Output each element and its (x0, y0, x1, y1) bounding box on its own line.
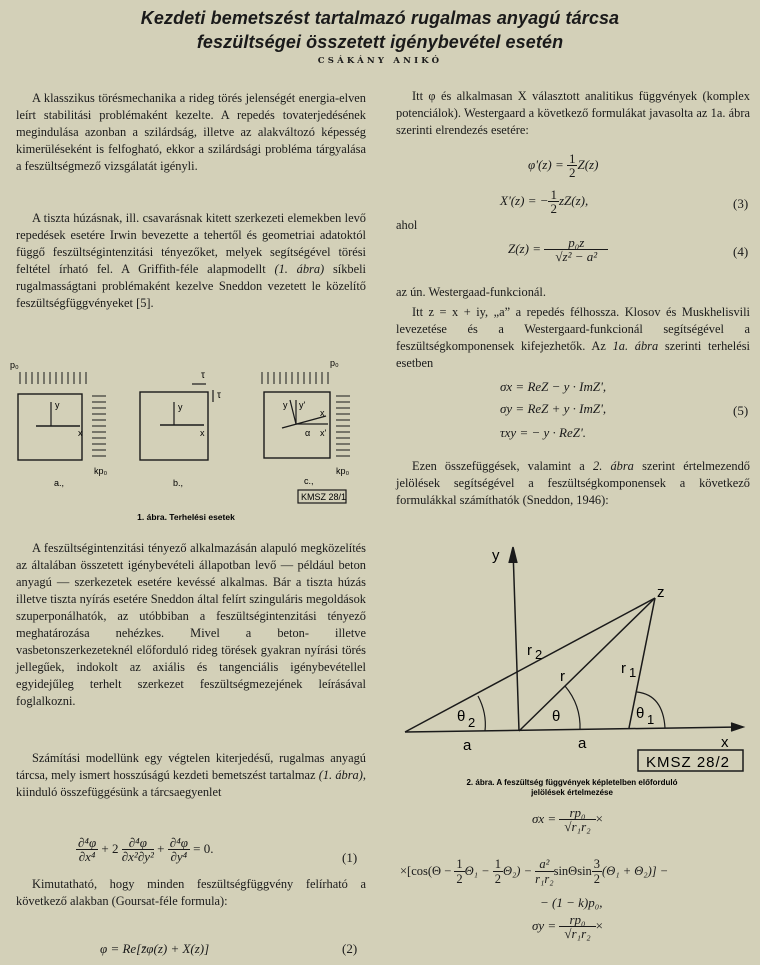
equation-4-number: (4) (733, 244, 749, 259)
paragraph-sneddon (396, 458, 750, 509)
half-denominator-2: 2 (494, 872, 501, 886)
panel-label-b: b., (173, 478, 184, 488)
three-numerator: 3 (593, 857, 601, 871)
eq3b-denominator: 2 (550, 201, 557, 216)
half-numerator: 1 (456, 857, 463, 871)
axis-x-prime-label-c: x' (320, 428, 327, 438)
equation-sigma-y (532, 913, 603, 941)
half-denominator: 2 (456, 872, 463, 886)
label-a-left: a (463, 737, 472, 754)
a-squared: a² (535, 858, 553, 872)
sin-part: sinΘsin (553, 863, 592, 878)
label-r: r (560, 668, 565, 685)
label-theta2: θ (457, 708, 466, 725)
figure-2 (395, 535, 760, 797)
eq3b-numerator: 1 (550, 187, 557, 202)
stamp-1: KMSZ 28/1 (301, 492, 347, 502)
label-r1-sub: 1 (629, 665, 637, 680)
paragraph-concrete-text: A feszültségintenzitási tényező alkalmazásán alapuló megközelítés az általában összetett igénybevételi állapotban levő — például beton anyagú — szerkezetek esetére kevéssé alkalmas. Bár a tiszta húzás illetve tiszta nyírás esetére Sneddon által felírt szinguláris megoldások szuperponálhatók, az utóbbiban a feszültségintenzitási tényező meghatározása nehézkes. Mivel a beton- illetve vasbetonszerkezeteknél előforduló rideg törések gyakran nyírási törés jellegűek, indokolt az axiális és tangenciális igénybevétellel egyidejűleg terhelt szerkezet feszültségmezejének leírásával foglalkozni. (16, 541, 366, 708)
paragraph-irwin-text: A tiszta húzásnak, ill. csavarásnak kitett szerkezeti elemekben levő repedések esetére Irwin bevezette a tehertől és geometriai adatoktól függő feszültségintenzitási tényezőket, melyek segítségével törési feltétel írható fel. A Griffith-féle alapmodellt (16, 211, 366, 276)
label-theta1: θ (636, 705, 645, 722)
sigma-y-numerator: rp₀ (559, 913, 595, 927)
paragraph-klosov (396, 304, 750, 372)
equation-5-number: (5) (733, 403, 749, 418)
axis-y-label-c: y (283, 400, 288, 410)
y-axis (513, 549, 519, 731)
shear-label-top-b: τ (201, 370, 205, 381)
author: CSÁKÁNY ANIKÓ (317, 56, 443, 66)
eq4-numerator: p₀z (544, 236, 608, 250)
sigma-x-lhs: σx = (532, 810, 560, 826)
eq3b-lhs: X'(z) = − (500, 192, 549, 208)
label-z: z (657, 584, 665, 601)
axis-y-prime-label-c: y' (299, 400, 306, 410)
load-label-a: p₀ (10, 360, 19, 370)
paragraph-irwin (16, 210, 366, 312)
eq3a-denominator: 2 (568, 165, 576, 180)
eq4-denominator: √z² − a² (555, 249, 598, 264)
arc-theta2 (478, 696, 485, 731)
label-theta1-sub: 1 (647, 712, 655, 727)
equation-3b (500, 188, 588, 216)
word-ahol: ahol (396, 218, 418, 232)
paragraph-model-text-end: , kiinduló összefüggésünk a tárcsaegyenlet (16, 768, 366, 799)
figure-reference: (1. ábra) (274, 262, 325, 276)
times-sign: × (595, 810, 603, 826)
arc-theta (565, 686, 580, 730)
load-arrows-side-a (92, 396, 106, 456)
load-arrows-top-c (262, 372, 328, 384)
figure-2-caption-line-1: 2. ábra. A feszültség függvények képletelben előforduló (466, 778, 678, 787)
shear-label-side-b: τ (217, 390, 221, 401)
eq1-term1-numerator: ∂⁴φ (78, 835, 97, 850)
axis-y-label-a: y (55, 400, 60, 410)
eq3b-rhs: zZ(z), (558, 192, 589, 208)
eq1-term3-denominator: ∂y⁴ (170, 849, 188, 864)
paragraph-model (16, 750, 366, 801)
equation-5-line-3: τxy = − y · ReZ'. (500, 425, 586, 440)
paragraph-concrete (16, 540, 366, 710)
paragraph-model-text: Számítási modellünk egy végtelen kiterjedésű, rugalmas anyagú tárcsa, mely ismert hosszúságú kezdeti bemetszést tartalmaz (16, 751, 366, 782)
sigma-x-denominator: √r₁r₂ (564, 819, 591, 834)
axis-y-c (290, 400, 296, 424)
paragraph-sneddon-text: Ezen összefüggések, valamint a (412, 459, 585, 473)
three-denominator: 2 (593, 872, 601, 886)
equation-5-line-1: σx = ReZ − y · ImZ', (500, 379, 607, 394)
label-r2: r (527, 642, 532, 659)
eq1-plus-two: + 2 (101, 840, 119, 856)
plate-c (264, 392, 330, 458)
paragraph-irwin-text-end: síkbeli rugalmasságtani problémaként kezelve Sneddon vezetett le közelítő feszültségfüggvényeket [5]. (16, 262, 366, 310)
label-theta: θ (552, 708, 561, 725)
label-r2-sub: 2 (535, 647, 543, 662)
paragraph-klosov-text: Itt z = x + iy, „a” a repedés félhossza. Klosov és Muskhelisvili levezetése és a Westergaard-funkcionál segítségével a feszültségkomponensek kifejezhetők. Az (396, 305, 750, 353)
paragraph-klosov-text-end: szerinti terhelési esetben (396, 339, 750, 370)
axis-x-label-c: x (320, 408, 325, 418)
figure-reference: 2. ábra (593, 459, 634, 473)
equation-2: φ = Re[z̄φ(z) + X(z)] (100, 941, 210, 956)
panel-label-c: c., (304, 476, 314, 486)
figure-1-caption: 1. ábra. Terhelési esetek (137, 512, 235, 522)
figure-1 (0, 352, 380, 532)
equation-4 (508, 236, 608, 264)
half-numerator-2: 1 (494, 857, 501, 871)
line-r2 (405, 598, 655, 732)
title-line-2: feszültségei összetett igénybevétel esetén (196, 32, 564, 52)
paragraph-intro-text: A klasszikus törésmechanika a rideg törés jelenségét energia-elven leírt stabilitási problémaként kezelte. A repedés tovaterjedésének megindulása azonban a szilárdság, illetve az alakváltozó képesség kimerüléseként is felfogható, ekkor a szilárdsági probléma tárgyalása a feszültségmező vizsgálatát igényli. (16, 91, 366, 173)
article-title (0, 6, 760, 54)
equation-1 (76, 836, 214, 864)
figure-2-caption-line-2: jelölések értelmezése (531, 788, 613, 797)
eq1-plus: + (157, 840, 165, 856)
bracket-cos: ×[cos(Θ − (400, 863, 455, 878)
axis-x-label-a: x (78, 428, 83, 438)
sigma-y-lhs: σy = (532, 917, 560, 933)
load-label-c: p₀ (330, 358, 339, 368)
equation-5-line-2: σy = ReZ + y · ImZ', (500, 401, 607, 416)
panel-label-a: a., (54, 478, 65, 488)
paragraph-goursat (16, 876, 366, 910)
stamp-2: KMSZ 28/2 (646, 754, 731, 771)
sigma-x-numerator: rp₀ (559, 806, 595, 820)
sigma-y-denominator: √r₁r₂ (564, 926, 591, 941)
equation-sigma-x-bracket (400, 858, 668, 886)
title-line-1: Kezdeti bemetszést tartalmazó rugalmas anyagú tárcsa (140, 8, 620, 28)
figure-reference: 1a. ábra (612, 339, 659, 353)
eq1-term2-numerator: ∂⁴φ (122, 836, 154, 850)
equation-2-number: (2) (342, 941, 358, 956)
angle-label-c: α (305, 428, 311, 438)
label-a-right: a (578, 735, 587, 752)
label-theta2-sub: 2 (468, 715, 476, 730)
equation-sigma-x (532, 806, 603, 834)
axis-x-label-b: x (200, 428, 205, 438)
paragraph-westergaard (396, 88, 750, 139)
equation-sigma-x-line-3: − (1 − k)p₀, (540, 895, 603, 910)
label-r1: r (621, 660, 626, 677)
y-axis-arrowhead (509, 547, 517, 563)
load-arrows-side-c (336, 396, 350, 456)
label-x: x (721, 734, 729, 751)
eq1-term1-denominator: ∂x⁴ (78, 849, 96, 864)
paragraph-funkcional-text: az ún. Westergaad-funkcionál. (396, 285, 546, 299)
paragraph-funkcional (396, 284, 750, 301)
eq1-rhs: = 0. (193, 840, 214, 856)
x-axis (405, 727, 740, 732)
side-load-label-c: kp₀ (336, 466, 350, 476)
axis-y-label-b: y (178, 402, 183, 412)
equation-3-number: (3) (733, 196, 749, 211)
paragraph-sneddon-text-end: szerint értelmezendő jelölések segítségével a feszültségkomponensek a következő formulákkal számíthatók (Sneddon, 1946): (396, 459, 750, 507)
eq4-lhs: Z(z) = (508, 240, 545, 256)
eq1-term2-denominator: ∂x²∂y² (121, 849, 154, 864)
theta1-term: Θ₁ − (464, 863, 493, 878)
eq3a-lhs: φ'(z) = (528, 156, 567, 172)
side-load-label-a: kp₀ (94, 466, 108, 476)
times-sign-2: × (595, 917, 603, 933)
equation-1-number: (1) (342, 850, 358, 865)
paragraph-intro (16, 90, 366, 175)
eq1-term3-numerator: ∂⁴φ (169, 835, 188, 850)
equation-3a (528, 152, 598, 180)
plate-a (18, 394, 82, 460)
r1r2: r₁r₂ (535, 872, 554, 886)
figure-reference: (1. ábra) (318, 768, 363, 782)
theta2-term: Θ₂) − (502, 863, 536, 878)
eq3a-rhs: Z(z) (577, 156, 599, 172)
label-y: y (492, 547, 500, 564)
eq3a-numerator: 1 (568, 151, 576, 166)
paragraph-westergaard-text: Itt φ és alkalmasan X választott analitikus függvények (komplex potenciálok). Westergaard a következő formulákat javasolta az 1a. ábra szerinti elrendezés esetére: (396, 89, 750, 137)
x-axis-arrowhead (731, 723, 743, 731)
load-arrows-top-a (20, 372, 86, 384)
theta-sum: (Θ₁ + Θ₂)] − (602, 863, 669, 878)
paragraph-goursat-text: Kimutatható, hogy minden feszültségfüggvény felírható a következő alakban (Goursat-féle formula): (16, 877, 366, 908)
